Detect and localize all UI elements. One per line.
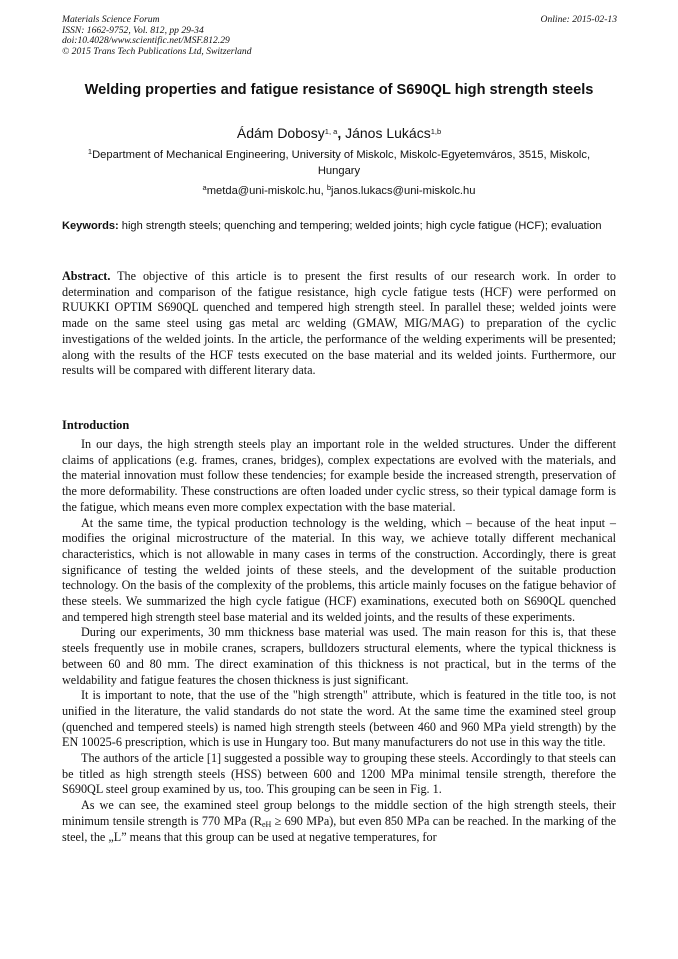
affiliation-mark: 1	[87, 147, 93, 156]
author-name: Ádám Dobosy	[236, 125, 325, 141]
paragraph-text: ≥ 690 MPa), but even 850 MPa can be reached. In the marking of the steel, the „L” means that this group can be used at negative temperatures, for	[62, 813, 616, 844]
affiliation	[70, 148, 608, 179]
email-mark: a	[202, 183, 207, 192]
keywords	[62, 219, 616, 234]
online-date: Online: 2015-02-13	[540, 14, 617, 25]
paragraph: In our days, the high strength steels play an important role in the welded structures. Under the different claims of applications (e.g. frames, cranes, bridges), complex expectations are evolved with the materials, and the material innovation must follow these tendencies; for example beside the increased strength, preservation of the more deformability. These constructions are often loaded under cyclic stress, so their typical damage form is the fatigue, which means even more complex expectation with the base material.	[62, 437, 616, 514]
paragraph-text: As we can see, the examined steel group belongs to the middle section of the high strength steels, their minimum tensile strength is 770 MPa (R	[62, 798, 616, 828]
author-list	[62, 124, 616, 142]
email-separator: ,	[320, 185, 327, 197]
abstract-label: Abstract.	[62, 269, 111, 283]
journal-name: Materials Science Forum	[62, 14, 160, 25]
introduction-body	[62, 437, 616, 845]
keywords-text: high strength steels; quenching and tempering; welded joints; high cycle fatigue (HCF); evaluation	[118, 220, 602, 232]
email-link[interactable]: janos.lukacs@uni-miskolc.hu	[331, 185, 476, 197]
paragraph: At the same time, the typical production technology is the welding, which – because of the heat input – modifies the original microstructure of the material. In this way, we achieve totally different mechanical characteristics, which is not allowable in many cases in terms of the construction. Accordingly, there is great significance of testing the welded joints of these steels, and the development of the suitable production technology. On the basis of the complexity of the problems, this article mainly focuses on the fatigue behavior of these steels. We summarized the high cycle fatigue (HCF) examinations, executed both on S690QL quenched and tempered high strength steel base material and its welded joints, and the results of these experiments.	[62, 515, 616, 624]
author-affiliation-mark: 1, a	[324, 127, 338, 136]
email-link[interactable]: metda@uni-miskolc.hu	[206, 185, 321, 197]
section-heading: Introduction	[62, 418, 130, 432]
email-mark: b	[326, 183, 332, 192]
keywords-label: Keywords:	[62, 220, 119, 232]
paragraph: During our experiments, 30 mm thickness base material was used. The main reason for this is, that these steels frequently use in mobile cranes, scrapers, bulldozers structural elements, where the typical thickness is between 60 and 80 mm. The direct examination of this thickness is not practical, but in the terms of the weldability and fatigue features the chosen thickness is just significant.	[62, 625, 616, 687]
affiliation-text: Department of Mechanical Engineering, University of Miskolc, Miskolc-Egyetemváros, 3515, Miskolc, Hungary	[92, 149, 591, 177]
author-emails	[62, 184, 616, 199]
paragraph: The authors of the article [1] suggested a possible way to grouping these steels. Accordingly to that steels can be titled as high strength steels (HSS) between 600 and 1200 MPa minimal tensile strength, therefore the S690QL steel group examined by us, too. This grouping can be seen in Fig. 1.	[62, 751, 616, 797]
journal-doi: doi:10.4028/www.scientific.net/MSF.812.29	[62, 35, 230, 47]
journal-issn: ISSN: 1662-9752, Vol. 812, pp 29-34	[62, 24, 204, 36]
author-separator: ,	[337, 125, 346, 141]
abstract	[62, 269, 616, 379]
subscript: eH	[261, 819, 272, 829]
paragraph	[62, 798, 616, 845]
abstract-text: The objective of this article is to present the first results of our research work. In order to determination and comparison of the fatigue resistance, high cycle fatigue tests (HCF) were performed on RUUKKI OPTIM S690QL quenched and tempered high strength steel. In parallel these; welded joints were made on the same steel using gas metal arc welding (GMAW, MIG/MAG) to preparation of the cyclic investigations of the welded joints. In the article, the performance of the welding experiments will be presented; along with the results of the HCF tests executed on the base material and its welded joints. Furthermore, our results will be compared with different literary data.	[62, 269, 616, 378]
paragraph: It is important to note, that the use of the "high strength" attribute, which is featured in the title too, is not unified in the literature, the valid standards do not state the word. At the same time the examined steel group (quenched and tempered steels) is named high strength steels (between 460 and 960 MPa yield strength) by the EN 10025-6 prescription, which is use in Hungary too. But many manufacturers do not use in this way the title.	[62, 688, 616, 750]
journal-copyright: © 2015 Trans Tech Publications Ltd, Switzerland	[62, 45, 252, 57]
author-name: János Lukács	[345, 125, 431, 141]
journal-info	[62, 15, 617, 57]
paper-title: Welding properties and fatigue resistance of S690QL high strength steels	[84, 82, 594, 98]
author-affiliation-mark: 1,b	[430, 127, 442, 136]
journal-header	[62, 15, 617, 57]
